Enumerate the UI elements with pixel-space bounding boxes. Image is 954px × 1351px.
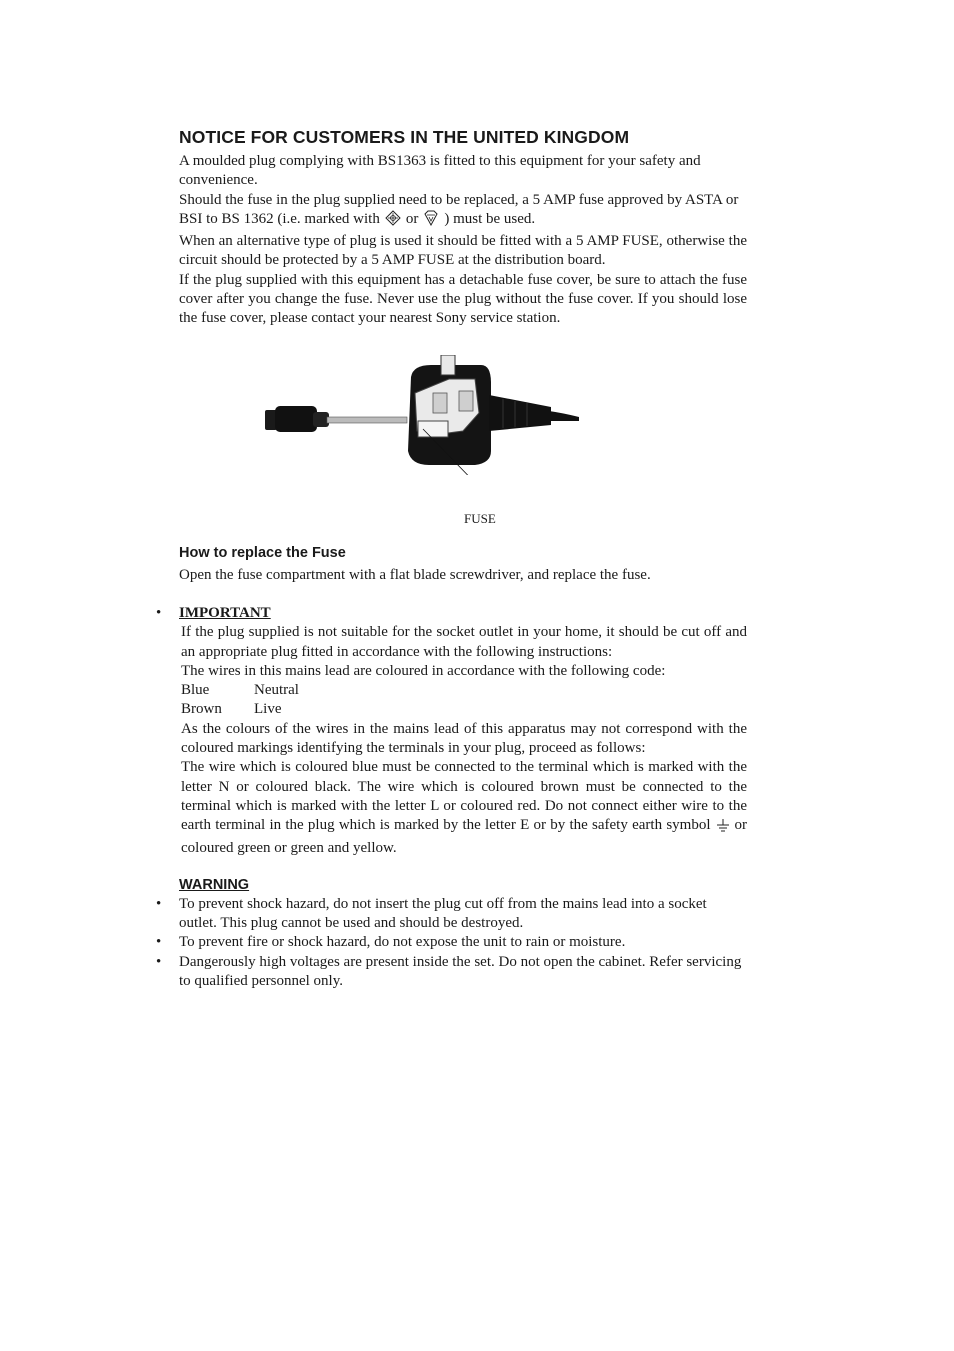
fuse-label: FUSE	[464, 510, 496, 526]
thin-cable	[327, 417, 407, 423]
connector-body	[275, 406, 317, 432]
warning-item	[156, 895, 747, 934]
warning-bullet: •	[156, 953, 162, 970]
warning-title: WARNING	[179, 876, 250, 893]
warning-item-text: To prevent fire or shock hazard, do not expose the unit to rain or moisture.	[179, 934, 626, 951]
wire-colour: Brown	[181, 701, 222, 718]
main-cable	[549, 411, 579, 421]
document-page	[156, 126, 747, 991]
wire-colour: Blue	[181, 682, 210, 699]
wire-code-row	[181, 700, 747, 719]
strain-relief	[489, 395, 551, 431]
earth-symbol-icon	[716, 818, 730, 838]
wire-code-row	[181, 681, 747, 700]
asta-mark-icon	[385, 210, 401, 232]
fuse-compartment	[418, 421, 448, 437]
intro-paragraph-3: When an alternative type of plug is used it should be fitted with a 5 AMP FUSE, otherwise the circuit should be protected by a 5 AMP FUSE at the distribution board.	[179, 233, 747, 269]
intro-paragraph-1: A moulded plug complying with BS1363 is fitted to this equipment for your safety and convenience.	[179, 153, 701, 189]
how-to-heading: How to replace the Fuse	[179, 544, 346, 561]
plug-figure	[179, 355, 747, 543]
warning-item-text: To prevent shock hazard, do not insert the plug cut off from the mains lead into a socket outlet. This plug cannot be used and should be destroyed.	[179, 895, 707, 932]
intro-p2-before: Should the fuse in the plug supplied need to be replaced, a 5 AMP fuse approved by ASTA or BSI to BS 1362 (i.e. marked with	[179, 191, 739, 227]
warning-list	[156, 895, 747, 991]
important-paragraph-2: The wires in this mains lead are coloured in accordance with the following code:	[181, 662, 666, 679]
warning-bullet: •	[156, 934, 162, 951]
important-title: IMPORTANT	[179, 604, 271, 621]
bsi-kitemark-icon	[423, 210, 439, 232]
important-p4-before: The wire which is coloured blue must be connected to the terminal which is marked with the letter N or coloured black. The wire which is coloured brown must be connected to the terminal which is marked with the letter L or coloured red. Do not connect either wire to the earth terminal in the plug which is marked by the letter E or by the safety earth symbol	[181, 759, 747, 834]
important-section	[156, 604, 747, 858]
important-paragraph-4	[181, 758, 747, 857]
earth-pin	[441, 355, 455, 375]
page-title: NOTICE FOR CUSTOMERS IN THE UNITED KINGDOM	[179, 127, 630, 147]
wire-meaning: Neutral	[254, 682, 299, 699]
wire-meaning: Live	[254, 701, 282, 718]
intro-p2-or: or	[405, 210, 419, 227]
important-paragraph-3: As the colours of the wires in the mains lead of this apparatus may not correspond with the coloured markings identifying the terminals in your plug, proceed as follows:	[181, 720, 747, 757]
warning-bullet: •	[156, 895, 162, 912]
intro-p2-after: ) must be used.	[444, 210, 536, 227]
important-paragraph-1: If the plug supplied is not suitable for the socket outlet in your home, it should be cut off and an appropriate plug fitted in accordance with the following instructions:	[181, 624, 747, 660]
warning-item-text: Dangerously high voltages are present inside the set. Do not open the cabinet. Refer servicing to qualified personnel only.	[179, 953, 742, 990]
important-p4-after: or coloured green or green and yellow.	[181, 817, 747, 856]
warning-item	[156, 933, 747, 952]
intro-paragraph-2	[179, 191, 747, 233]
plug-illustration	[263, 355, 583, 475]
important-bullet: •	[156, 604, 162, 621]
warning-item	[156, 953, 747, 992]
intro-paragraph-4: If the plug supplied with this equipment has a detachable fuse cover, be sure to attach the fuse cover after you change the fuse. Never use the plug without the fuse cover. If you should lose the fuse cover, please contact your nearest Sony service station.	[179, 271, 747, 327]
how-to-text: Open the fuse compartment with a flat blade screwdriver, and replace the fuse.	[179, 566, 651, 583]
